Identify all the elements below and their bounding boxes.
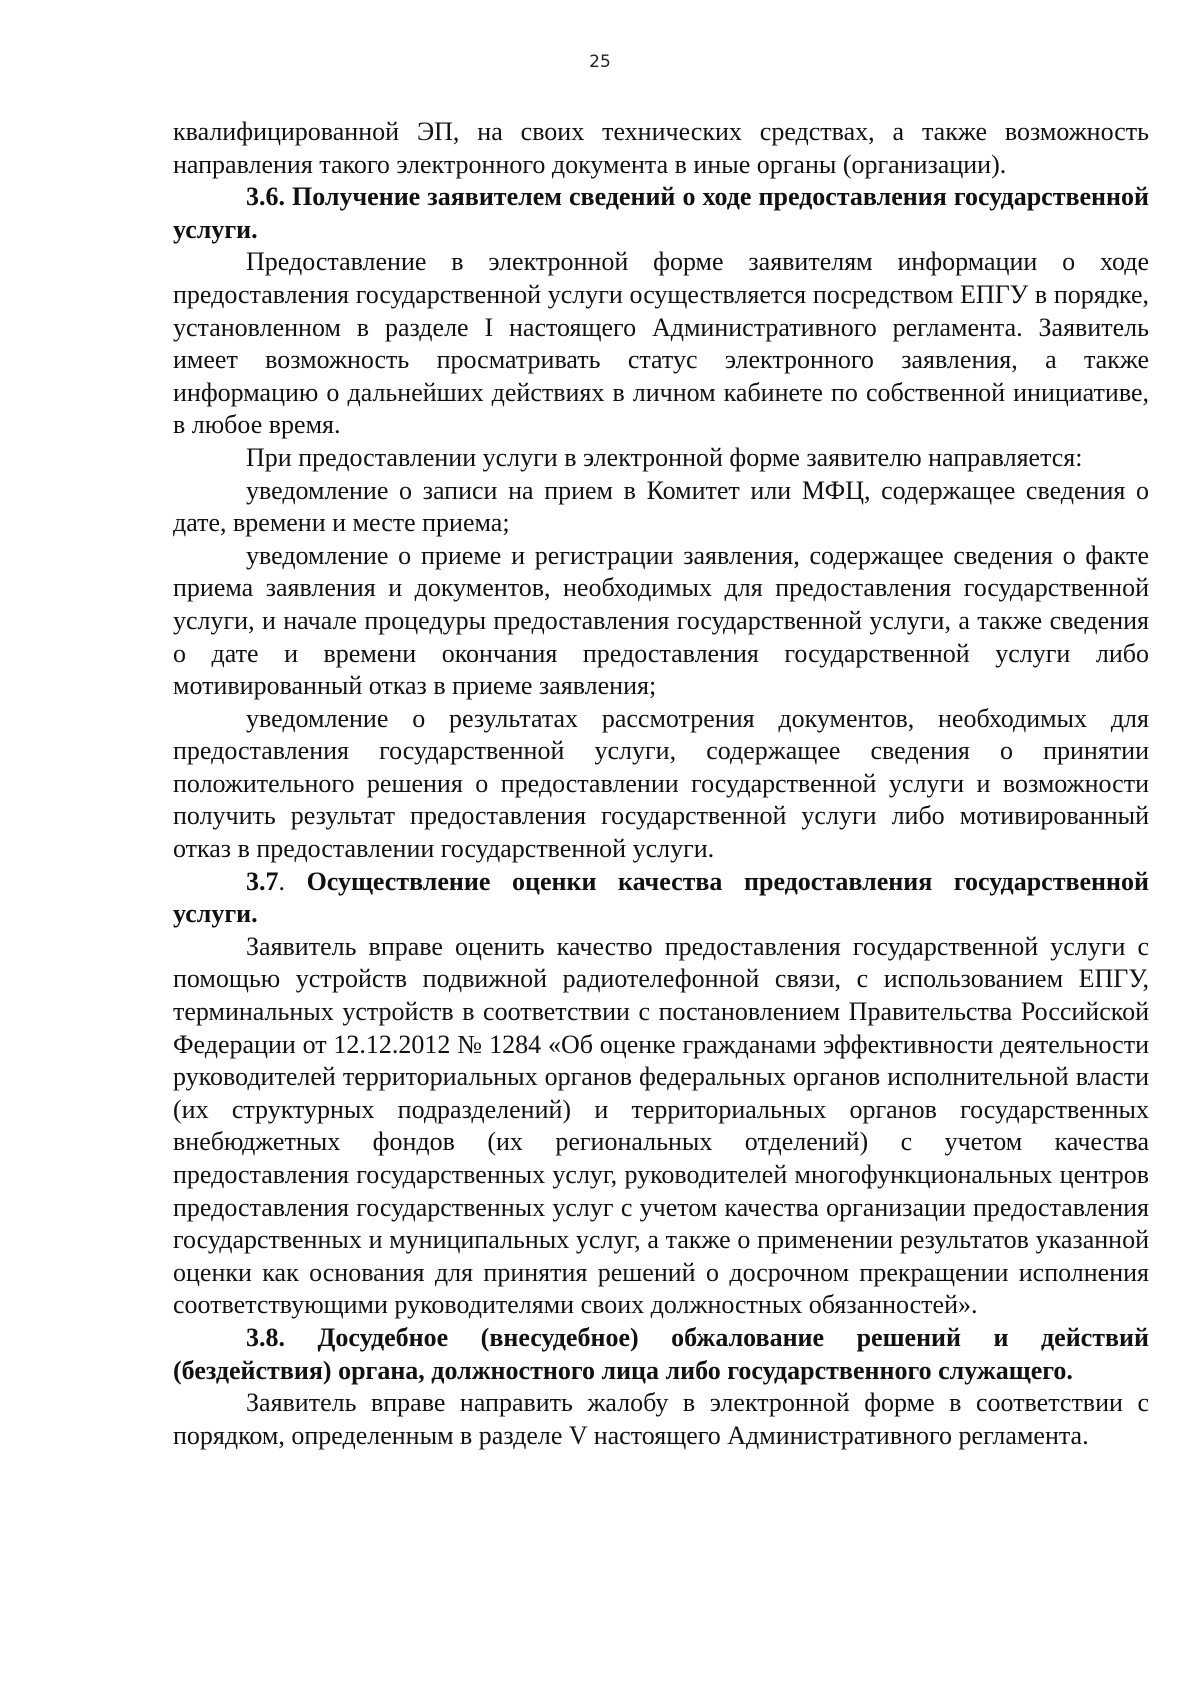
list-item: уведомление о приеме и регистрации заявления, содержащее сведения о факте приема заявления и документов, необходимых для предоставления государственной услуги, и начале процедуры предоставления государственной услуги, а также сведения о дате и времени окончания предоставления государственной услуги либо мотивированный отказ в приеме заявления; — [173, 540, 1149, 701]
paragraph-continuation: квалифицированной ЭП, на своих технических средствах, а также возможность направления такого электронного документа в иные органы (организации). — [173, 117, 1149, 179]
section-title: Осуществление оценки качества предоставления государственной услуги. — [173, 866, 1149, 929]
paragraph: Заявитель вправе направить жалобу в электронной форме в соответствии с порядком, определенным в разделе V настоящего Административного регламента. — [173, 1388, 1149, 1450]
section-heading-3-7 — [173, 866, 1149, 931]
section-heading-3-6: 3.6. Получение заявителем сведений о ходе предоставления государственной услуги. — [173, 182, 1149, 244]
paragraph: Предоставление в электронной форме заявителям информации о ходе предоставления государственной услуги осуществляется посредством ЕПГУ в порядке, установленном в разделе I настоящего Административного регламента. Заявитель имеет возможность просматривать статус электронного заявления, а также информацию о дальнейших действиях в личном кабинете по собственной инициативе, в любое время. — [173, 247, 1149, 440]
section-heading-3-8: 3.8. Досудебное (внесудебное) обжалование решений и действий (бездействия) органа, должностного лица либо государственного служащего. — [173, 1322, 1149, 1385]
paragraph: При предоставлении услуги в электронной форме заявителю направляется: — [246, 442, 1083, 472]
list-item: уведомление о результатах рассмотрения документов, необходимых для предоставления государственной услуги, содержащее сведения о принятии положительного решения о предоставлении государственной услуги и возможности получить результат предоставления государственной услуги либо мотивированный отказ в предоставлении государственной услуги. — [173, 703, 1149, 864]
list-item: уведомление о записи на прием в Комитет или МФЦ, содержащее сведения о дате, времени и месте приема; — [173, 475, 1149, 538]
section-number: 3.7 — [246, 866, 279, 896]
section-number-separator: . — [278, 866, 307, 896]
paragraph: Заявитель вправе оценить качество предоставления государственной услуги с помощью устройств подвижной радиотелефонной связи, с использованием ЕПГУ, терминальных устройств в соответствии с постановлением Правительства Российской Федерации от 12.12.2012 № 1284 «Об оценке гражданами эффективности деятельности руководителей территориальных органов федеральных органов исполнительной власти (их структурных подразделений) и территориальных органов государственных внебюджетных фондов (их региональных отделений) с учетом качества предоставления государственных услуг, руководителей многофункциональных центров предоставления государственных услуг с учетом качества организации предоставления государственных и муниципальных услуг, а также о применении результатов указанной оценки как основания для принятия решений о досрочном прекращении исполнения соответствующими руководителями своих должностных обязанностей». — [173, 931, 1149, 1320]
page-number: 25 — [589, 52, 611, 72]
document-body — [173, 116, 1149, 1452]
